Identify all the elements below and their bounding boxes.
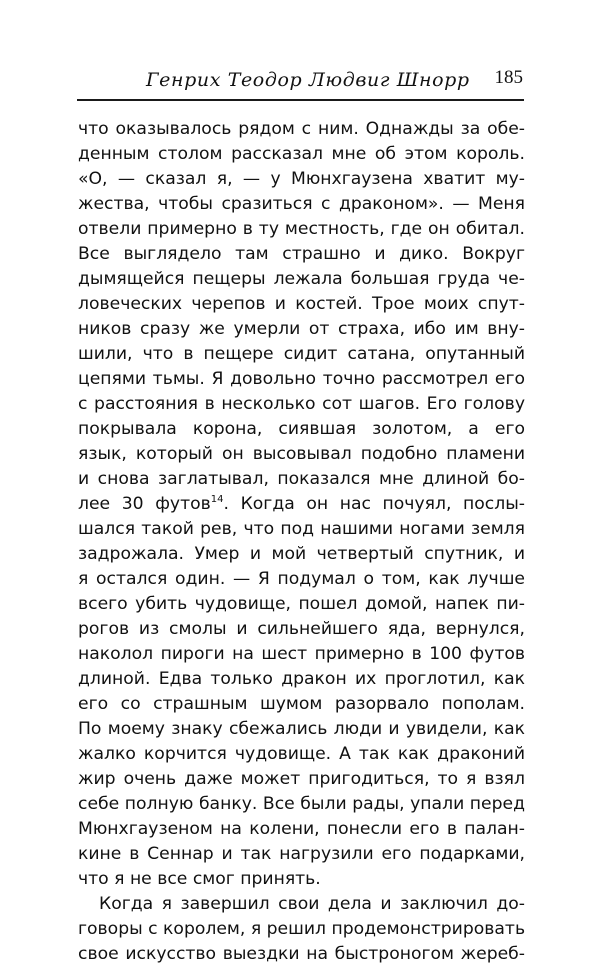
- text-line: шался такой рев, что под нашими ногами земля: [78, 519, 525, 539]
- text-line: кине в Сеннар и так нагрузили его подарками,: [78, 844, 525, 864]
- text-line: денным столом рассказал мне об этом король.: [78, 144, 525, 164]
- text-line: По моему знаку сбежались люди и увидели, как: [78, 719, 525, 739]
- text-line: дымящейся пещеры лежала большая груда че-: [78, 269, 525, 289]
- text-line: отвели примерно в ту местность, где он обитал.: [78, 219, 525, 239]
- text-segment: . Когда он нас почуял, послы-: [223, 494, 525, 514]
- text-line: Мюнхгаузеном на колени, понесли его в палан-: [78, 819, 525, 839]
- text-line: язык, который он высовывал подобно пламени: [78, 444, 525, 464]
- book-page: [78, 0, 526, 964]
- text-line: покрывала корона, сиявшая золотом, а его: [78, 419, 525, 439]
- running-head-title: Генрих Теодор Людвиг Шнорр: [146, 69, 470, 91]
- running-head: [78, 68, 525, 92]
- text-line: шили, что в пещере сидит сатана, опутанный: [78, 344, 525, 364]
- text-line: длиной. Едва только дракон их проглотил, как: [78, 669, 525, 689]
- text-line: жир очень даже может пригодиться, то я взял: [78, 769, 525, 789]
- header-rule: [77, 99, 524, 101]
- footnote-marker[interactable]: 14: [210, 494, 224, 505]
- text-line: его со страшным шумом разорвало пополам.: [78, 694, 525, 714]
- text-line-with-footnote: [78, 492, 525, 517]
- text-line: цепями тьмы. Я довольно точно рассмотрел его: [78, 369, 525, 389]
- text-line: что оказывалось рядом с ним. Однажды за обе-: [78, 119, 525, 139]
- text-line: ловеческих черепов и костей. Трое моих спут-: [78, 294, 525, 314]
- text-line: говоры с королем, я решил продемонстрировать: [78, 919, 526, 939]
- body-text: [78, 117, 525, 967]
- text-line: и снова заглатывал, показался мне длиной бо-: [78, 469, 525, 489]
- text-line: Все выглядело там страшно и дико. Вокруг: [78, 244, 525, 264]
- text-line: рогов из смолы и сильнейшего яда, вернулся,: [78, 619, 525, 639]
- text-line: я остался один. — Я подумал о том, как лучше: [78, 569, 525, 589]
- paragraph-start-line: Когда я завершил свои дела и заключил до-: [99, 894, 525, 914]
- text-line: задрожала. Умер и мой четвертый спутник, и: [78, 544, 525, 564]
- text-line: ников сразу же умерли от страха, ибо им вну-: [78, 319, 525, 339]
- text-line: всего убить чудовище, пошел домой, напек пи-: [78, 594, 525, 614]
- text-line: себе полную банку. Все были рады, упали перед: [78, 794, 525, 814]
- text-line: жалко корчится чудовище. А так как драконий: [78, 744, 525, 764]
- text-line: свое искусство выездки на быстроногом жереб-: [78, 944, 525, 964]
- text-line: наколол пироги на шест примерно в 100 футов: [78, 644, 525, 664]
- text-line: с расстояния в несколько сот шагов. Его голову: [78, 394, 525, 414]
- text-line: «О, — сказал я, — у Мюнхгаузена хватит му-: [78, 169, 525, 189]
- page-number: 185: [494, 67, 523, 88]
- paragraph-end-line: что я не все смог принять.: [78, 869, 321, 889]
- text-line: жества, чтобы сразиться с драконом». — Меня: [78, 194, 525, 214]
- text-segment: лее 30 футов: [78, 494, 211, 514]
